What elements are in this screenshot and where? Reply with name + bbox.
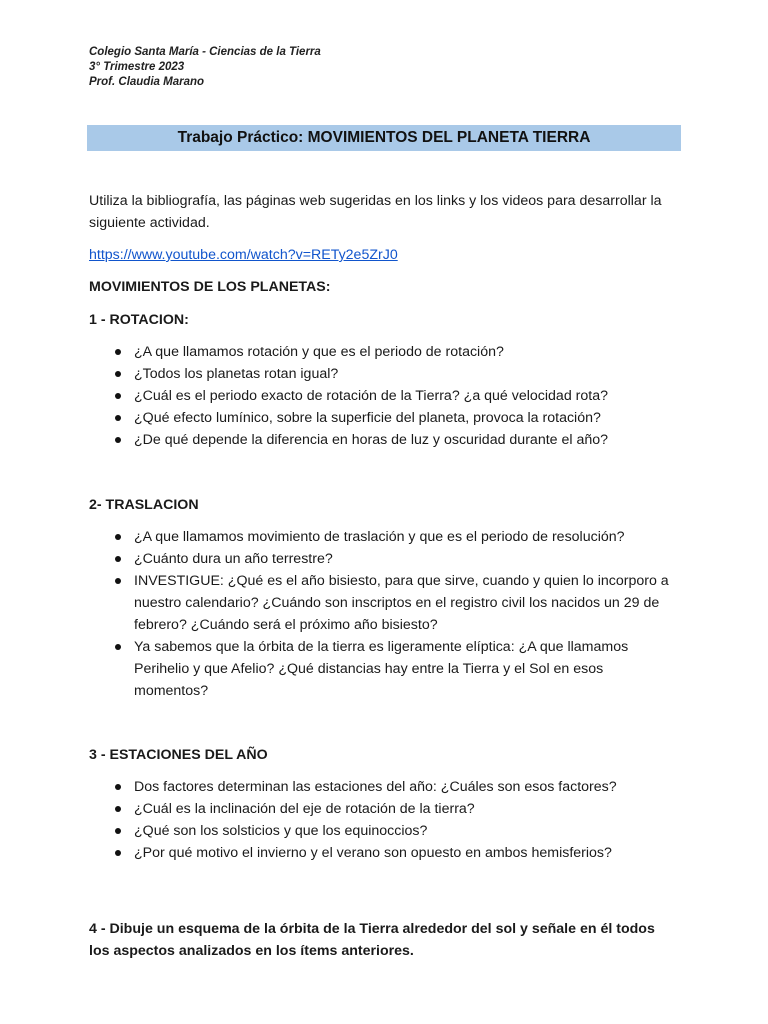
- list-item: INVESTIGUE: ¿Qué es el año bisiesto, para que sirve, cuando y quien lo incorporo a nuestro calendario? ¿Cuándo son inscriptos en el registro civil los nacidos un 29 de febrero? ¿Cuándo será el próximo año bisiesto?: [89, 570, 679, 636]
- list-item: ¿A que llamamos rotación y que es el periodo de rotación?: [89, 341, 679, 363]
- final-task: 4 - Dibuje un esquema de la órbita de la Tierra alrededor del sol y señale en él todos los aspectos analizados en los ítems anteriores.: [89, 921, 655, 959]
- intro-paragraph: Utiliza la bibliografía, las páginas web sugeridas en los links y los videos para desarrollar la siguiente actividad.: [89, 193, 662, 231]
- school-line: Colegio Santa María - Ciencias de la Tierra: [89, 46, 321, 58]
- teacher-line: Prof. Claudia Marano: [89, 76, 205, 88]
- document-header: [89, 45, 321, 90]
- section-heading-estaciones: 3 - ESTACIONES DEL AÑO: [89, 747, 268, 763]
- term-line: 3° Trimestre 2023: [89, 61, 185, 73]
- list-item: Dos factores determinan las estaciones del año: ¿Cuáles son esos factores?: [89, 776, 679, 798]
- traslacion-list: [89, 526, 679, 702]
- list-item: Ya sabemos que la órbita de la tierra es ligeramente elíptica: ¿A que llamamos Perihelio y que Afelio? ¿Qué distancias hay entre la Tierra y el Sol en esos momentos?: [89, 636, 679, 702]
- bullet-icon: [115, 415, 121, 421]
- bullet-icon: [115, 393, 121, 399]
- youtube-link[interactable]: https://www.youtube.com/watch?v=RETy2e5ZrJ0: [89, 247, 398, 263]
- bullet-icon: [115, 806, 121, 812]
- rotacion-list: [89, 341, 679, 451]
- section-heading-traslacion: 2- TRASLACION: [89, 497, 199, 513]
- bullet-icon: [115, 828, 121, 834]
- bullet-icon: [115, 850, 121, 856]
- bullet-icon: [115, 349, 121, 355]
- list-item: ¿Por qué motivo el invierno y el verano son opuesto en ambos hemisferios?: [89, 842, 679, 864]
- section-heading-rotacion: 1 - ROTACION:: [89, 312, 189, 328]
- list-item: ¿Qué efecto lumínico, sobre la superficie del planeta, provoca la rotación?: [89, 407, 679, 429]
- page-title: Trabajo Práctico: MOVIMIENTOS DEL PLANETA TIERRA: [87, 125, 681, 151]
- list-item: ¿Qué son los solsticios y que los equinoccios?: [89, 820, 679, 842]
- main-heading: MOVIMIENTOS DE LOS PLANETAS:: [89, 279, 331, 295]
- list-item: ¿A que llamamos movimiento de traslación y que es el periodo de resolución?: [89, 526, 679, 548]
- list-item: ¿De qué depende la diferencia en horas de luz y oscuridad durante el año?: [89, 429, 679, 451]
- bullet-icon: [115, 644, 121, 650]
- list-item: ¿Cuál es la inclinación del eje de rotación de la tierra?: [89, 798, 679, 820]
- estaciones-list: [89, 776, 679, 864]
- bullet-icon: [115, 534, 121, 540]
- bullet-icon: [115, 437, 121, 443]
- bullet-icon: [115, 784, 121, 790]
- document-body: [89, 190, 679, 962]
- bullet-icon: [115, 371, 121, 377]
- list-item: ¿Cuánto dura un año terrestre?: [89, 548, 679, 570]
- bullet-icon: [115, 578, 121, 584]
- bullet-icon: [115, 556, 121, 562]
- list-item: ¿Cuál es el periodo exacto de rotación de la Tierra? ¿a qué velocidad rota?: [89, 385, 679, 407]
- list-item: ¿Todos los planetas rotan igual?: [89, 363, 679, 385]
